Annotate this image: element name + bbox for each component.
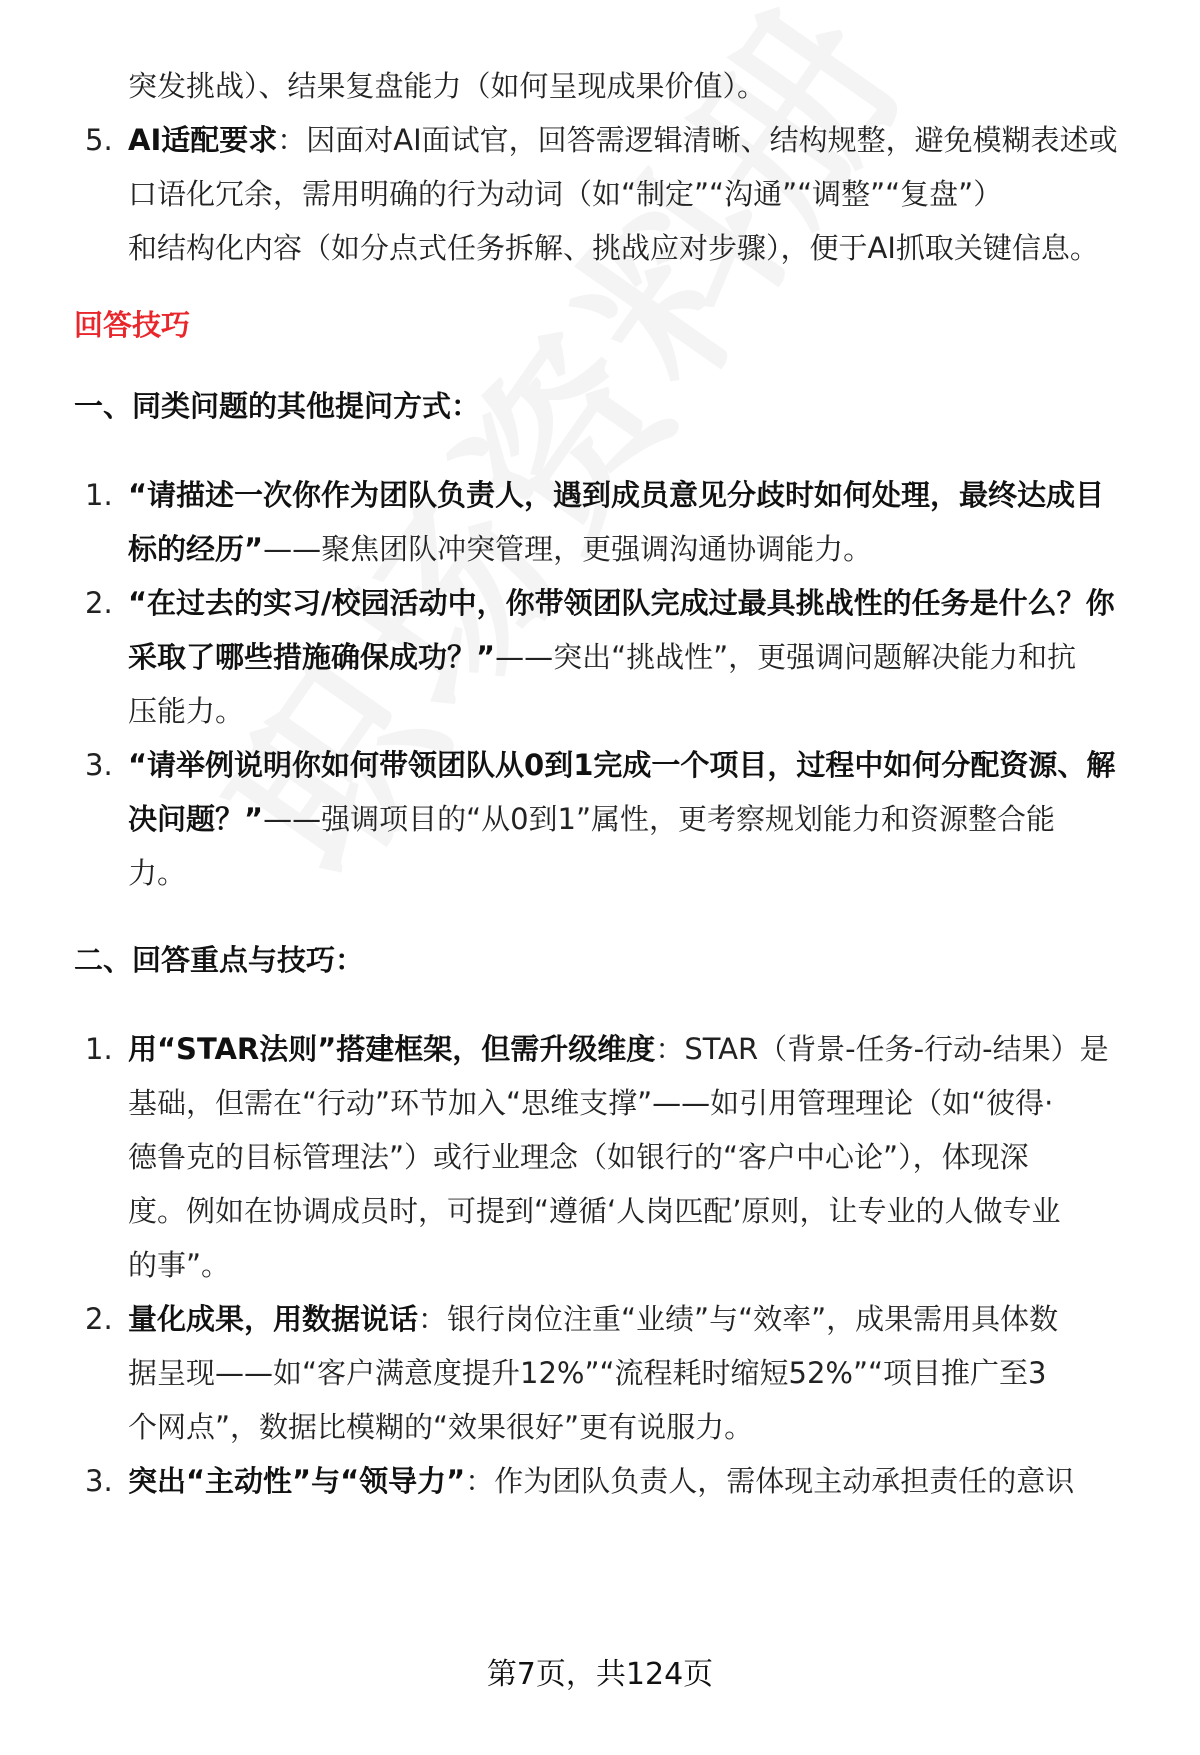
list-item-line [128,745,1168,785]
page-footer: 第7页，共124页 [486,1657,714,1692]
list-item-line: 的事”。 [128,1248,231,1282]
section-title: 一、同类问题的其他提问方式： [74,389,481,423]
list-item-line [128,475,1168,515]
list-item-line [128,529,1168,569]
tips-heading: 回答技巧 [74,308,191,342]
list-item-line: 基础，但需在“行动”环节加入“思维支撑”——如引用管理理论（如“彼得· [128,1086,1054,1120]
list-item-text: ：作为团队负责人，需体现主动承担责任的意识 [465,1464,1075,1498]
list-number: 5. [85,123,113,157]
list-item-text: ：银行岗位注重“业绩”与“效率”，成果需用具体数 [418,1302,1059,1336]
list-item-line [128,1299,1168,1339]
list-item-line: 压能力。 [128,694,245,728]
list-number: 3. [85,1464,113,1498]
list-item-line: 德鲁克的目标管理法”）或行业理念（如银行的“客户中心论”），体现深 [128,1140,1029,1174]
list-item-line [128,1029,1168,1069]
list-item-text: ——聚焦团队冲突管理，更强调沟通协调能力。 [263,532,873,566]
list-item-line: 据呈现——如“客户满意度提升12%”“流程耗时缩短52%”“项目推广至3 [128,1356,1047,1390]
list-item-line: 口语化冗余，需用明确的行为动词（如“制定”“沟通”“调整”“复盘”） [128,177,1003,211]
list-item-line: 个网点”，数据比模糊的“效果很好”更有说服力。 [128,1410,754,1444]
list-item-line [128,120,1168,160]
list-item-bold: “请描述一次你作为团队负责人，遇到成员意见分歧时如何处理，最终达成目 [128,478,1105,512]
list-item-bold: AI适配要求 [128,123,278,157]
list-item-bold: “请举例说明你如何带领团队从0到1完成一个项目，过程中如何分配资源、解 [128,748,1116,782]
list-item-text: ：因面对AI面试官，回答需逻辑清晰、结构规整，避免模糊表述或 [277,123,1118,157]
section-title: 二、回答重点与技巧： [74,943,365,977]
list-item-text: ：STAR（背景-任务-行动-结果）是 [655,1032,1109,1066]
list-item-line [128,1461,1168,1501]
continuation-line: 突发挑战）、结果复盘能力（如何呈现成果价值）。 [128,69,767,103]
list-item-bold: 决问题？” [128,802,264,836]
list-number: 1. [85,478,113,512]
list-item-line [128,583,1168,623]
list-item-line: 力。 [128,856,187,890]
list-item-bold: 标的经历” [128,532,264,566]
list-item-text: ——强调项目的“从0到1”属性，更考察规划能力和资源整合能 [263,802,1056,836]
list-item-line: 度。例如在协调成员时，可提到“遵循‘人岗匹配’原则，让专业的人做专业 [128,1194,1061,1228]
list-number: 2. [85,1302,113,1336]
list-item-line [128,799,1168,839]
list-item-bold: 量化成果，用数据说话 [128,1302,419,1336]
list-item-bold: 突出“主动性”与“领导力” [128,1464,466,1498]
list-number: 2. [85,586,113,620]
list-item-text: ——突出“挑战性”，更强调问题解决能力和抗 [495,640,1077,674]
list-number: 1. [85,1032,113,1066]
list-number: 3. [85,748,113,782]
list-item-bold: “在过去的实习/校园活动中，你带领团队完成过最具挑战性的任务是什么？你 [128,586,1115,620]
list-item-bold: 用“STAR法则”搭建框架，但需升级维度 [128,1032,656,1066]
list-item-line: 和结构化内容（如分点式任务拆解、挑战应对步骤），便于AI抓取关键信息。 [128,231,1099,265]
list-item-bold: 采取了哪些措施确保成功？” [128,640,496,674]
list-item-line [128,637,1168,677]
